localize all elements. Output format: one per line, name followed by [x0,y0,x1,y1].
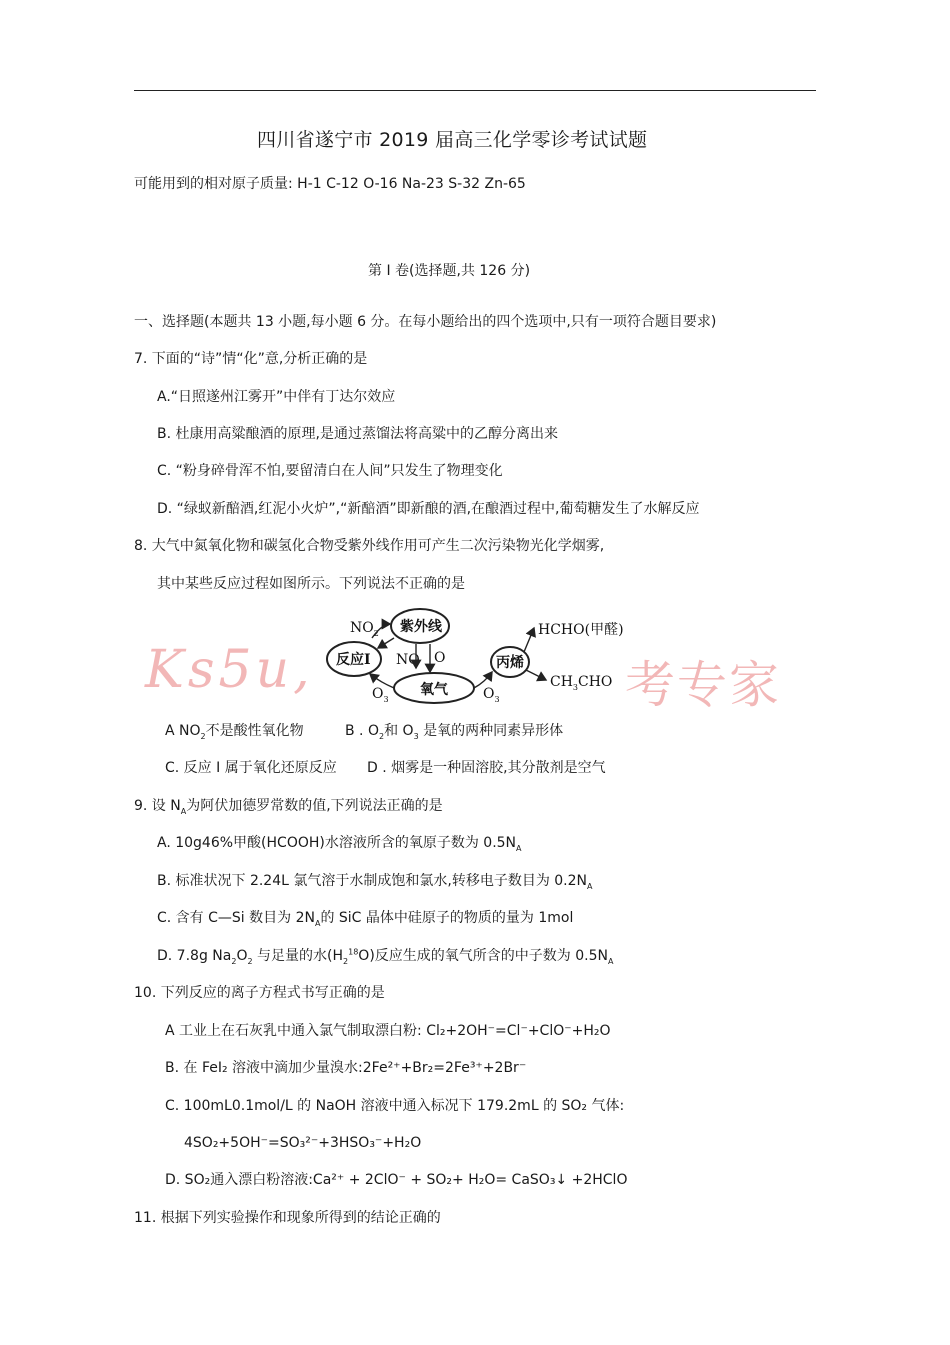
q8-option-c: C. 反应 I 属于氧化还原反应 [165,760,337,776]
watermark-right: 考专家 [625,656,781,714]
q7-option-b: B. 杜康用高粱酿酒的原理,是通过蒸馏法将高粱中的乙醇分离出来 [157,426,558,442]
q7-option-c: C. “粉身碎骨浑不怕,要留清白在人间”只发生了物理变化 [157,463,503,479]
q7-stem: 7. 下面的“诗”情“化”意,分析正确的是 [134,351,368,367]
q10-option-d: D. SO₂通入漂白粉溶液:Ca²⁺ + 2ClO⁻ + SO₂+ H₂O= CaSO₃↓ +2HClO [165,1172,628,1188]
q10-stem: 10. 下列反应的离子方程式书写正确的是 [134,985,385,1001]
top-rule [134,90,816,91]
label-uv: 紫外线 [400,619,442,635]
arrow-propene-hcho [524,628,534,652]
reaction-diagram [320,602,640,704]
q8-option-a: A $NO_2$不是酸性氧化物 [165,723,304,741]
label-propene: 丙烯 [496,655,524,671]
label-hcho: HCHO(甲醛) [538,622,624,638]
label-reaction1: 反应I [336,652,371,668]
q9-option-a: A. 10g46%甲酸(HCOOH)水溶液所含的氧原子数为 $0.5N_A$ [157,835,522,853]
q8-option-b: B . $O_2$和 $O_3$ 是氧的两种同素异形体 [345,723,564,741]
instructions: 一、选择题(本题共 13 小题,每小题 6 分。在每小题给出的四个选项中,只有一项符合题目要求) [134,314,717,330]
q9-option-b: B. 标准状况下 2.24L 氯气溶于水制成饱和氯水,转移电子数目为 $0.2N_A$ [157,873,593,891]
atomic-masses: 可能用到的相对原子质量: H-1 C-12 O-16 Na-23 S-32 Zn-65 [134,176,526,192]
q9-option-c: C. 含有 C—Si 数目为 $2N_A$的 SiC 晶体中硅原子的物质的量为 1mol [157,910,574,928]
q10-option-b: B. 在 FeI₂ 溶液中滴加少量溴水:2Fe²⁺+Br₂=2Fe³⁺+2Br⁻ [165,1060,527,1076]
q8-option-d: D . 烟雾是一种固溶胶,其分散剂是空气 [367,760,606,776]
q10-option-c-line1: C. 100mL0.1mol/L 的 NaOH 溶液中通入标况下 179.2mL 的 SO₂ 气体: [165,1098,625,1114]
q10-option-c-line2: 4SO₂+5OH⁻=SO₃²⁻+3HSO₃⁻+H₂O [184,1135,422,1151]
q7-option-d: D. “绿蚁新醅酒,红泥小火炉”,“新醅酒”即新酿的酒,在酿酒过程中,葡萄糖发生了水解反应 [157,501,700,517]
watermark-left: Ks5u, [145,640,314,700]
arrow-uv-reaction [378,638,394,648]
label-no: NO [396,652,420,668]
q11-stem: 11. 根据下列实验操作和现象所得到的结论正确的 [134,1210,441,1226]
q9-option-d: D. 7.8g $Na_2O_2$ 与足量的水$(H_2^{18}O)$反应生成的氧气所含的中子数为 $0.5N_A$ [157,947,614,966]
q10-option-a: A 工业上在石灰乳中通入氯气制取漂白粉: Cl₂+2OH⁻=Cl⁻+ClO⁻+H₂O [165,1023,611,1039]
label-oxygen: 氧气 [420,682,448,698]
q8-stem-line1: 8. 大气中氮氧化物和碳氢化合物受紫外线作用可产生二次污染物光化学烟雾, [134,538,605,554]
label-o: O [434,650,446,666]
arrow-propene-ch3cho [526,670,546,680]
label-o3-right: $O_3$ [483,686,500,704]
page-title: 四川省遂宁市 2019 届高三化学零诊考试试题 [257,129,648,151]
q7-option-a: A.“日照遂州江雾开”中伴有丁达尔效应 [157,389,396,405]
label-no2: $NO_2$ [350,620,379,638]
label-o3-left: $O_3$ [372,686,389,704]
section-header: 第 I 卷(选择题,共 126 分) [368,263,531,279]
q8-stem-line2: 其中某些反应过程如图所示。下列说法不正确的是 [157,576,465,592]
label-ch3cho: $CH_3CHO$ [550,674,613,692]
q9-stem: 9. 设 $N_A$为阿伏加德罗常数的值,下列说法正确的是 [134,798,443,816]
